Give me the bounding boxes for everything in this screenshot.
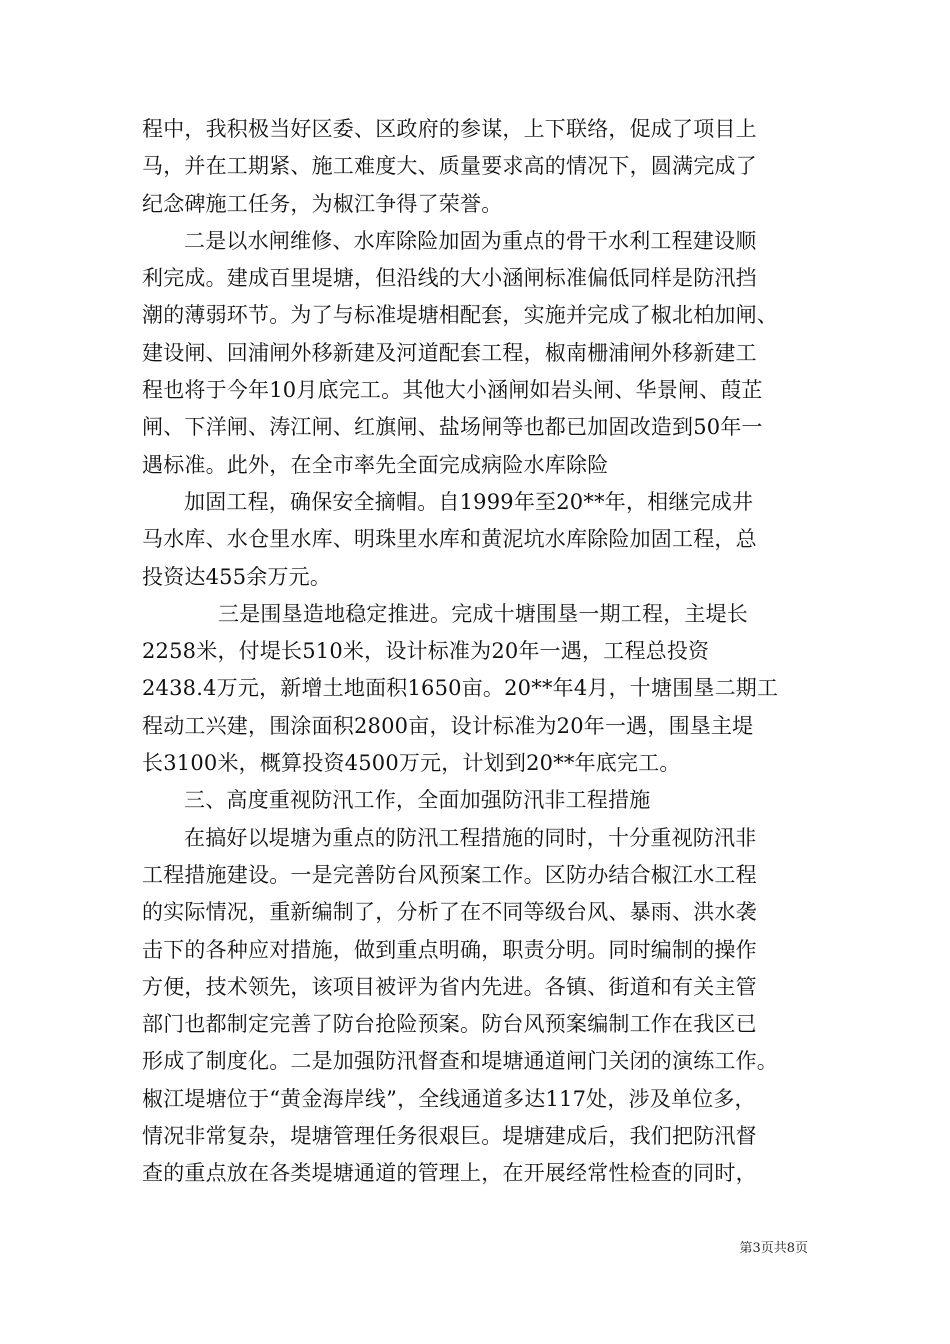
text-line: 利完成。建成百里堤塘，但沿线的大小涵闸标准偏低同样是防汛挡 (142, 266, 757, 291)
text-line: 程动工兴建，围涂面积2800亩，设计标准为20年一遇，围垦主堤 (142, 713, 754, 738)
text-line: 方便，技术领先，该项目被评为省内先进。各镇、街道和有关主管 (142, 974, 757, 999)
text-line: 情况非常复杂，堤塘管理任务很艰巨。堤塘建成后，我们把防汛督 (142, 1124, 757, 1149)
text-line: 的实际情况，重新编制了，分析了在不同等级台风、暴雨、洪水袭 (142, 900, 757, 925)
text-line: 2438.4万元，新增土地面积1650亩。20**年4月，十塘围垦二期工 (142, 676, 779, 701)
text-line: 程也将于今年10月底完工。其他大小涵闸如岩头闸、华景闸、葭芷 (142, 378, 763, 403)
text-line: 三、高度重视防汛工作，全面加强防汛非工程措施 (184, 788, 651, 813)
document-body (142, 111, 810, 1193)
text-line: 二是以水闸维修、水库除险加固为重点的骨干水利工程建设顺 (184, 228, 757, 253)
text-line: 查的重点放在各类堤塘通道的管理上，在开展经常性检查的同时， (142, 1161, 757, 1186)
text-line: 在搞好以堤塘为重点的防汛工程措施的同时，十分重视防汛非 (184, 825, 757, 850)
text-line: 遇标准。此外，在全市率先全面完成病险水库除险 (142, 452, 609, 477)
text-line: 马，并在工期紧、施工难度大、质量要求高的情况下，圆满完成了 (142, 154, 757, 179)
text-line: 投资达455余万元。 (142, 564, 332, 589)
text-line: 潮的薄弱环节。为了与标准堤塘相配套，实施并完成了椒北柏加闸、 (142, 303, 778, 328)
text-line: 2258米，付堤长510米，设计标准为20年一遇，工程总投资 (142, 639, 710, 664)
text-line: 形成了制度化。二是加强防汛督查和堤塘通道闸门关闭的演练工作。 (142, 1049, 778, 1074)
text-line: 马水库、水仓里水库、明珠里水库和黄泥坑水库除险加固工程，总 (142, 527, 757, 552)
text-line: 程中，我积极当好区委、区政府的参谋，上下联络，促成了项目上 (142, 117, 757, 141)
page-number: 第3页共8页 (739, 1241, 808, 1256)
text-line: 部门也都制定完善了防台抢险预案。防台风预案编制工作在我区已 (142, 1012, 757, 1037)
text-line: 加固工程，确保安全摘帽。自1999年至20**年，相继完成井 (184, 489, 754, 514)
text-line: 纪念碑施工任务，为椒江争得了荣誉。 (142, 191, 503, 216)
text-line: 长3100米，概算投资4500万元，计划到20**年底完工。 (142, 751, 681, 776)
text-line: 工程措施建设。一是完善防台风预案工作。区防办结合椒江水工程 (142, 862, 757, 887)
text-line: 闸、下洋闸、涛江闸、红旗闸、盐场闸等也都已加固改造到50年一 (142, 415, 763, 440)
text-line: 椒江堤塘位于“黄金海岸线”，全线通道多达117处，涉及单位多， (142, 1086, 756, 1111)
text-line: 三是围垦造地稳定推进。完成十塘围垦一期工程，主堤长 (218, 601, 748, 626)
text-line: 建设闸、回浦闸外移新建及河道配套工程，椒南栅浦闸外移新建工 (142, 340, 757, 365)
text-line: 击下的各种应对措施，做到重点明确，职责分明。同时编制的操作 (142, 937, 757, 962)
